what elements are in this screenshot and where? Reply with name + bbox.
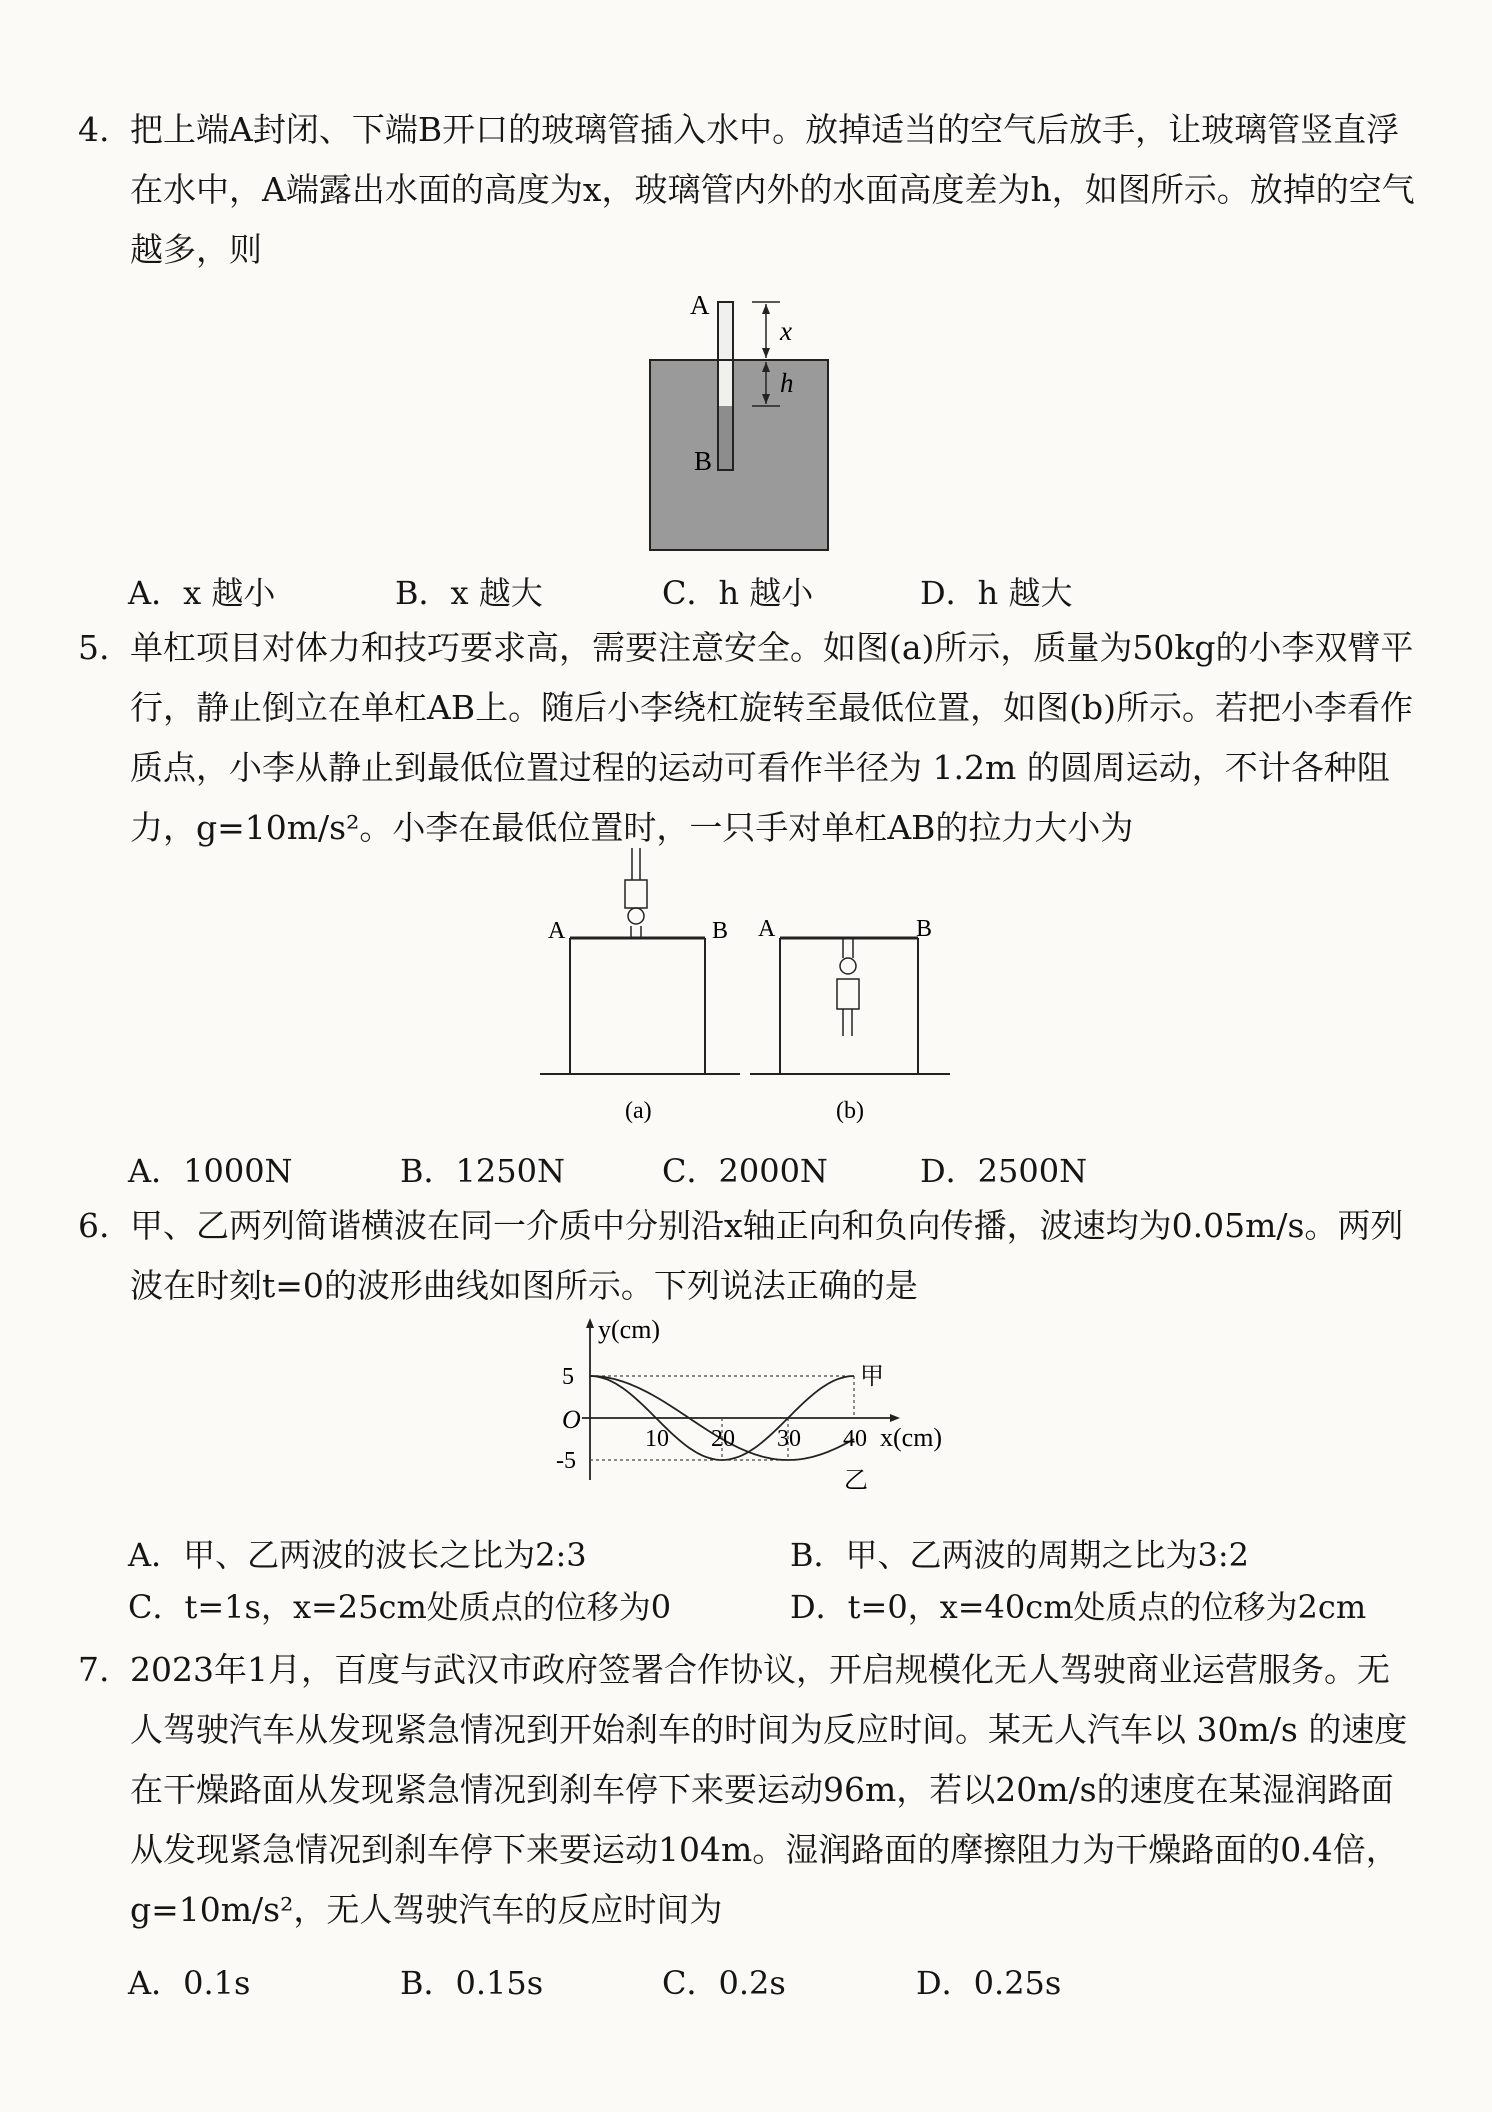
question-stem: 把上端A封闭、下端B开口的玻璃管插入水中。放掉适当的空气后放手，让玻璃管竖直浮在水中，A端露出水面的高度为x，玻璃管内外的水面高度差为h，如图所示。放掉的空气越多，则 — [130, 110, 1415, 269]
q6-wave-chart — [540, 1318, 960, 1518]
option-c: C．2000N — [662, 1152, 828, 1190]
fig-b-label-left: A — [758, 916, 776, 942]
figure-b — [750, 916, 950, 1124]
question-7 — [78, 1640, 1418, 1940]
x-axis-label: x(cm) — [880, 1423, 943, 1452]
option-c: C．t=1s，x=25cm处质点的位移为0 — [128, 1588, 672, 1626]
question-number: 6. — [78, 1206, 110, 1245]
label-a: A — [690, 290, 710, 320]
option-a: A．0.1s — [128, 1964, 251, 2002]
y-tick-label: 5 — [562, 1364, 574, 1390]
x-tick-label: 30 — [777, 1426, 801, 1452]
x-tick-label: 20 — [711, 1426, 735, 1452]
x-tick-label: 40 — [843, 1426, 867, 1452]
y-axis-arrow — [586, 1318, 594, 1328]
option-c: C．0.2s — [662, 1964, 786, 2002]
series-label-jia: 甲 — [860, 1364, 884, 1390]
figure-a — [540, 848, 740, 1124]
option-c: C．h 越小 — [662, 574, 814, 612]
fig-b-caption: (b) — [836, 1098, 864, 1124]
question-5 — [78, 618, 1418, 858]
x-tick-label: 10 — [645, 1426, 669, 1452]
question-number: 4. — [78, 110, 110, 149]
fig-a-label-right: B — [712, 918, 729, 944]
question-stem: 单杠项目对体力和技巧要求高，需要注意安全。如图(a)所示，质量为50kg的小李双臂平行，静止倒立在单杠AB上。随后小李绕杠旋转至最低位置，如图(b)所示。若把小李看作质点，小李从静止到最低位置过程的运动可看作半径为 1.2m 的圆周运动，不计各种阻力，g=10m/s²。小李在最低位置时，一只手对单杠AB的拉力大小为 — [130, 628, 1414, 847]
origin-label: O — [562, 1405, 581, 1434]
option-b: B．x 越大 — [395, 574, 543, 612]
x-axis-arrow — [890, 1414, 900, 1422]
q4-figure-glass-tube — [640, 288, 840, 558]
fig-a-label-left: A — [548, 918, 566, 944]
fig-b-label-right: B — [916, 916, 933, 942]
y-axis-label: y(cm) — [598, 1318, 661, 1344]
option-a: A．甲、乙两波的波长之比为2:3 — [128, 1536, 587, 1574]
option-b: B．0.15s — [400, 1964, 544, 2002]
option-d: D．0.25s — [916, 1964, 1062, 2002]
option-b: B．1250N — [400, 1152, 565, 1190]
question-6 — [78, 1196, 1418, 1316]
option-d: D．h 越大 — [920, 574, 1073, 612]
water-tank — [650, 360, 828, 550]
label-h: h — [780, 368, 794, 398]
fig-a-caption: (a) — [625, 1098, 652, 1124]
option-a: A．1000N — [128, 1152, 293, 1190]
question-stem: 甲、乙两列简谐横波在同一介质中分别沿x轴正向和负向传播，波速均为0.05m/s。两列波在时刻t=0的波形曲线如图所示。下列说法正确的是 — [130, 1206, 1404, 1305]
question-number: 7. — [78, 1650, 110, 1689]
label-b: B — [694, 446, 713, 476]
option-b: B．甲、乙两波的周期之比为3:2 — [790, 1536, 1250, 1574]
water-in-tube — [719, 406, 732, 469]
option-a: A．x 越小 — [128, 574, 276, 612]
question-stem: 2023年1月，百度与武汉市政府签署合作协议，开启规模化无人驾驶商业运营服务。无人驾驶汽车从发现紧急情况到开始刹车的时间为反应时间。某无人汽车以 30m/s 的速度在干燥路面从发现紧急情况到刹车停下来要运动96m，若以20m/s的速度在某湿润路面从发现紧急情况到刹车停下来要运动104m。湿润路面的摩擦阻力为干燥路面的0.4倍，g=10m/s²，无人驾驶汽车的反应时间为 — [130, 1650, 1408, 1929]
q5-figure-horizontal-bar — [540, 838, 960, 1138]
option-d: D．2500N — [920, 1152, 1088, 1190]
series-label-yi: 乙 — [844, 1468, 868, 1494]
question-4 — [78, 100, 1418, 280]
label-x: x — [780, 316, 792, 346]
option-d: D．t=0，x=40cm处质点的位移为2cm — [790, 1588, 1367, 1626]
y-tick-label: -5 — [556, 1448, 576, 1474]
question-number: 5. — [78, 628, 110, 667]
